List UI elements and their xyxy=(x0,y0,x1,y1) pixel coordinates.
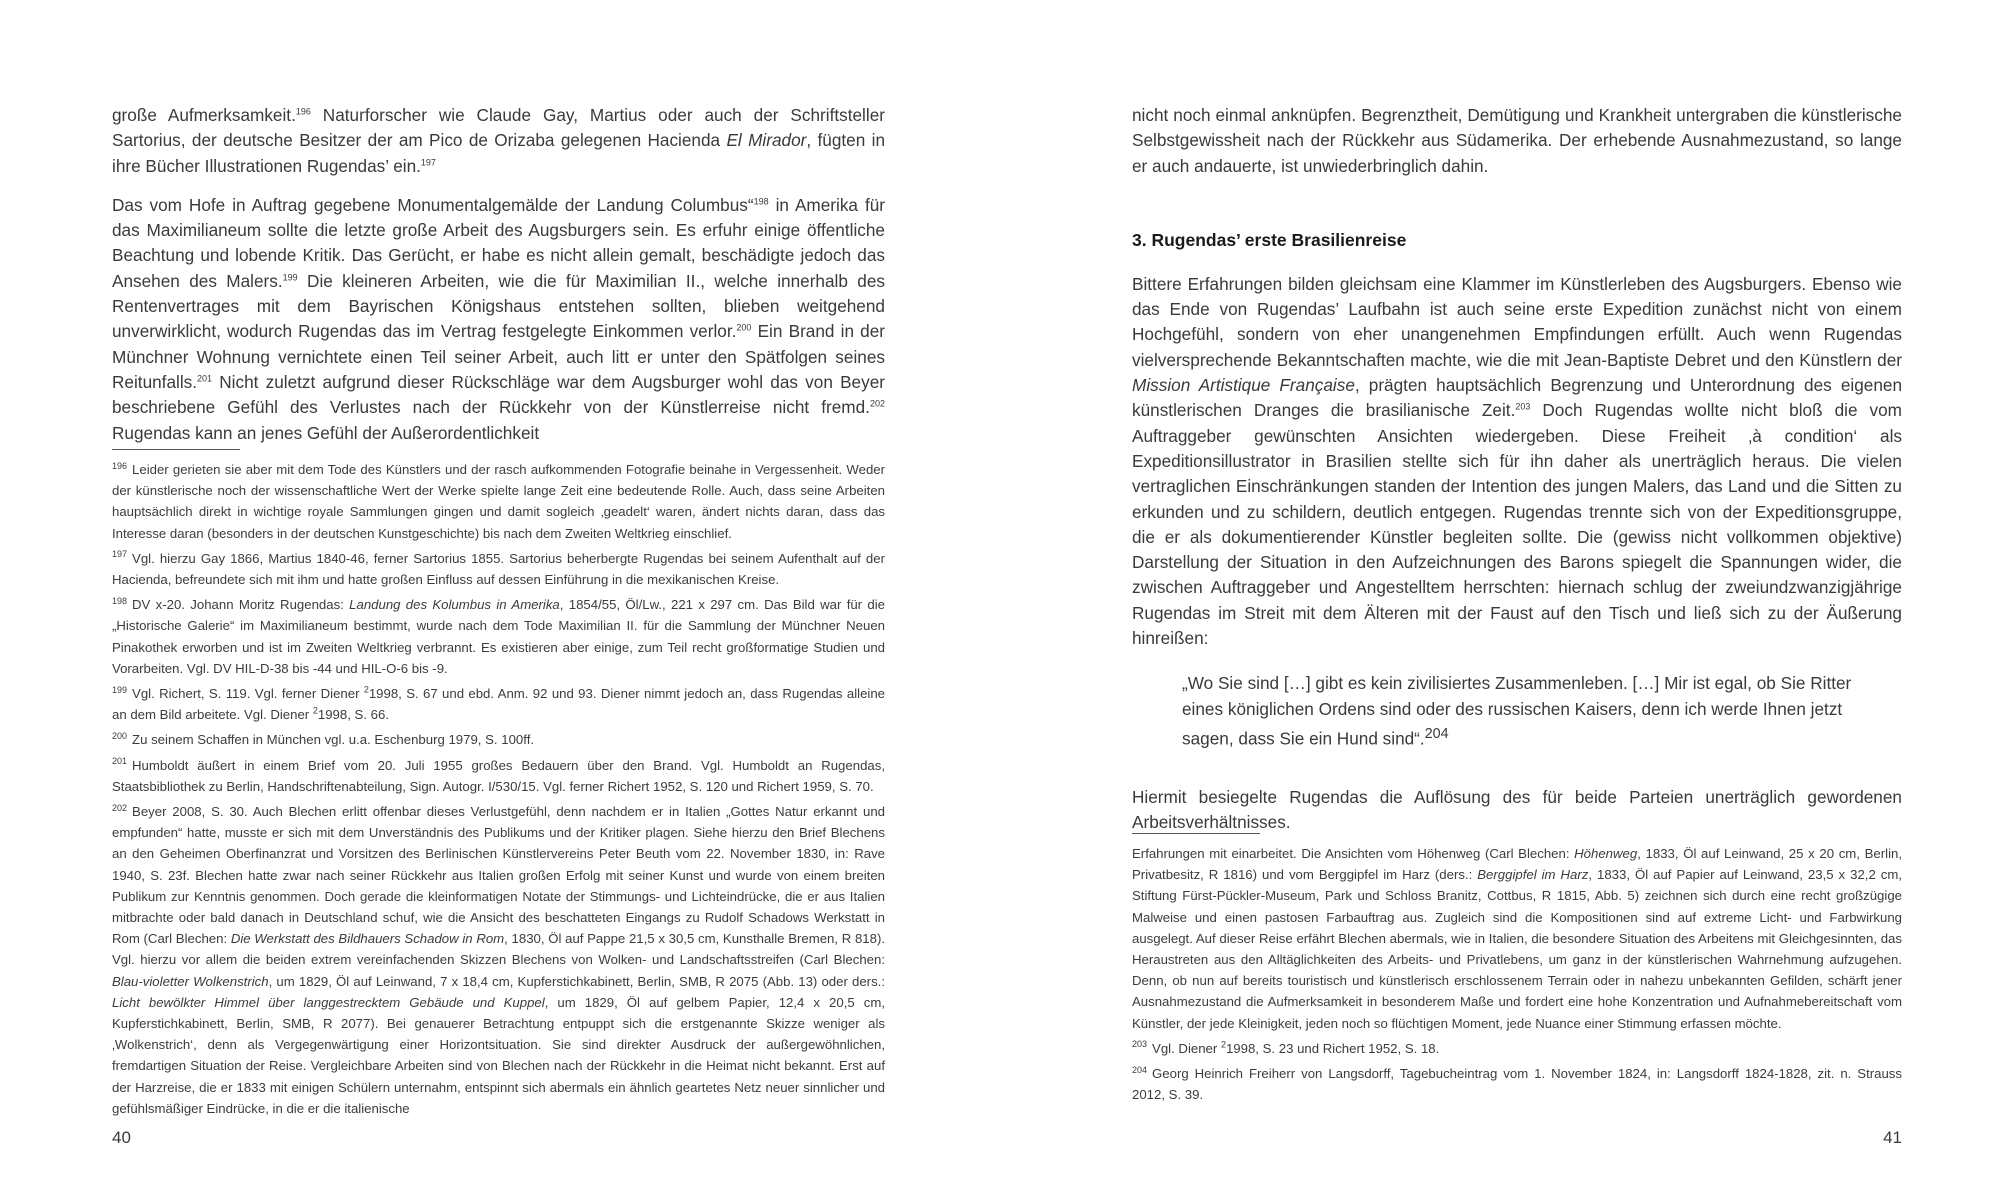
italic-text: Höhenweg xyxy=(1574,846,1638,861)
italic-text: Blau-violetter Wolkenstrich xyxy=(112,973,269,989)
footnote-201 xyxy=(112,755,885,797)
right-footnotes xyxy=(1132,833,1902,1109)
footnote-number: 196 xyxy=(112,460,128,471)
footnote-reference: 201 xyxy=(197,373,213,384)
footnote-reference: 204 xyxy=(1424,725,1449,742)
footnote-text: Georg Heinrich Freiherr von Langsdorff, Tagebucheintrag vom 1. November 1824, in: Langsdorff 1824-1828, zit. n. Strauss 2012, S. 39. xyxy=(1132,1066,1902,1103)
footnote-reference: 199 xyxy=(282,272,298,283)
footnote-204 xyxy=(1132,1063,1902,1105)
footnote-text: Humboldt äußert in einem Brief vom 20. Juli 1955 großes Bedauern über den Brand. Vgl. Humboldt an Rugendas, Staatsbibliothek zu Berlin, Handschriftenabteilung, Sign. Autogr. I/530/15. Vgl. ferner Richert 1952, S. 120 und Richert 1959, S. 70. xyxy=(112,757,885,794)
footnote-199 xyxy=(112,683,885,725)
footnote-text: Beyer 2008, S. 30. Auch Blechen erlitt offenbar dieses Verlustgefühl, denn nachdem er in Italien „Gottes Natur erkannt und empfunden“ hatte, musste er sich mit dem Unverständnis des Publikums und der Kritiker plagen. Siehe hierzu den Brief Blechens an den Geheimen Oberfinanzrat und Vorsitzen des Berlinischen Künstlervereins Peter Beuth vom 22. November 1830, in: Rave 1940, S. 23f. Blechen hatte zwar nach seiner Rückkehr aus Italien großen Erfolg mit seiner Kunst und wurde von einem breiten Publikum zur Kenntnis genommen. Doch gerade die kleinformatigen Notate der Stimmungs- und Lichteindrücke, die er aus Italien mitbrachte oder bald danach in Deutschland schuf, wie die Ansicht des beschatteten Eingangs zu Rudolf Schadows Werkstatt in Rom (Carl Blechen: Die Werkstatt des Bildhauers Schadow in Rom, 1830, Öl auf Pappe 21,5 x 30,5 cm, Kunsthalle Bremen, R 818). Vgl. hierzu vor allem die beiden extrem vereinfachenden Skizzen Blechens von Wolken- und Landschaftsstreifen (Carl Blechen: Blau-violetter Wolkenstrich, um 1829, Öl auf Leinwand, 7 x 18,4 cm, Kupferstichkabinett, Berlin, SMB, R 2075 (Abb. 13) oder ders.: Licht bewölkter Himmel über langgestrecktem Gebäude und Kuppel, um 1829, Öl auf gelbem Papier, 12,4 x 20,5 cm, Kupferstichkabinett, Berlin, SMB, R 2077). Bei genauerer Betrachtung entpuppt sich die erstgenannte Skizze weniger als ‚Wolkenstrich‘, denn als Vergegenwärtigung einer Horizontsituation. Sie sind direkter Ausdruck der außergewöhnlichen, fremdartigen Situation der Reise. Vergleichbare Arbeiten sind von Blechen nach der Rückkehr in die Heimat nicht bekannt. Erst auf der Harzreise, die er 1833 mit einigen Schülern unternahm, entspinnt sich abermals ein ähnlich geartetes Netz neuer sinnlicher und gefühlsmäßiger Eindrücke, in die er die italienische xyxy=(112,804,885,1116)
footnote-rule xyxy=(1132,833,1260,834)
italic-text: Landung des Kolumbus in Amerika xyxy=(349,597,560,613)
italic-text: El Mirador xyxy=(726,130,807,151)
right-page xyxy=(1132,0,1902,1200)
footnote-198 xyxy=(112,594,885,679)
left-page xyxy=(112,0,885,1200)
footnote-number: 203 xyxy=(1132,1039,1148,1050)
left-body-text xyxy=(112,103,885,460)
italic-text: Mission Artistique Française xyxy=(1132,375,1355,396)
page-number: 40 xyxy=(112,1128,131,1147)
footnote-number: 197 xyxy=(112,549,128,560)
footnote-text: Vgl. Diener $^2$1998, S. 23 und Richert 1952, S. 18. xyxy=(1152,1039,1440,1056)
paragraph: große Aufmerksamkeit.$^{196}$ Naturforscher wie Claude Gay, Martius oder auch der Schriftsteller Sartorius, der deutsche Besitzer der am Pico de Orizaba gelegenen Hacienda El Mirador, fügten in ihre Bücher Illustrationen Rugendas’ ein.$^{197}$ xyxy=(112,105,885,176)
footnote-196 xyxy=(112,459,885,544)
footnote-text: DV x-20. Johann Moritz Rugendas: Landung des Kolumbus in Amerika, 1854/55, Öl/Lw., 221 x 297 cm. Das Bild war für die „Historische Galerie“ im Maximilianeum bestimmt, wurde nach dem Tode Maximilian II. für die Sammlung der Münchner Neuen Pinakothek erworben und ist im Zweiten Weltkrieg verbrannt. Es existieren aber einige, zum Teil recht großformatige Studien und Vorarbeiten. Vgl. DV HIL-D-38 bis -44 und HIL-O-6 bis -9. xyxy=(112,597,885,676)
footnote-197 xyxy=(112,548,885,590)
footnote-number: 202 xyxy=(112,802,128,813)
footnote-reference: 2 xyxy=(312,705,318,716)
paragraph: Das vom Hofe in Auftrag gegebene Monumentalgemälde der Landung Columbus“$^{198}$ in Amerika für das Maximilianeum sollte die letzte große Arbeit des Augsburgers sein. Es erfuhr einige öffentliche Beachtung und lobende Kritik. Das Gerücht, er habe es nicht allein gemalt, beschädigte jedoch das Ansehen des Malers.$^{199}$ Die kleineren Arbeiten, wie die für Maximilian II., welche innerhalb des Rentenvertrages mit dem Bayrischen Königshaus entstehen sollten, blieben weitgehend unverwirklicht, wodurch Rugendas das im Vertrag festgelegte Einkommen verlor.$^{200}$ Ein Brand in der Münchner Wohnung vernichtete einen Teil seiner Arbeit, auch litt er unter den Spätfolgen seines Reitunfalls.$^{201}$ Nicht zuletzt aufgrund dieser Rückschläge war dem Augsburger wohl das von Beyer beschriebene Gefühl des Verlustes nach der Rückkehr von der Künstlerreise nicht fremd.$^{202}$ Rugendas kann an jenes Gefühl der Außerordentlichkeit xyxy=(112,194,886,443)
footnote-continuation: Erfahrungen mit einarbeitet. Die Ansichten vom Höhenweg (Carl Blechen: Höhenweg, 1833, Öl auf Leinwand, 25 x 20 cm, Berlin, Privatbesitz, R 1816) und vom Berggipfel im Harz (ders.: Berggipfel im Harz, 1833, Öl auf Papier auf Leinwand, 23,5 x 32,2 cm, Stiftung Fürst-Pückler-Museum, Park und Schloss Branitz, Cottbus, R 1815, Abb. 5) zeichnen sich durch eine recht großzügige Malweise und einen pastosen Farbauftrag aus. Zugleich sind die Kompositionen sind auf extreme Licht- und Farbwirkung ausgelegt. Auf dieser Reise erfährt Blechen abermals, wie in Italien, die besondere Situation des Arbeitens mit Gleichgesinnten, das Heraustreten aus den Alltäglichkeiten des Arbeits- und Privatlebens, um ganz in der künstlerischen Wahrnehmung aufzugehen. Denn, ob nun auf bereits touristisch und künstlerisch erschlossenem Terrain oder in nahezu unbekannten Gefilden, schärft jener Ausnahmezustand die Aufmerksamkeit in besonderem Maße und fordert eine hohe Konzentration und Aufnahmebereitschaft vom Künstler, der jede Kleinigkeit, jeden noch so flüchtigen Moment, jede Nuance einer Stimmung erfassen möchte. xyxy=(1132,846,1903,1031)
right-body-text xyxy=(1132,103,1902,850)
footnote-reference: 198 xyxy=(753,196,769,207)
footnote-203 xyxy=(1132,1038,1902,1059)
italic-text: Die Werkstatt des Bildhauers Schadow in Rom xyxy=(230,931,505,947)
paragraph: Hiermit besiegelte Rugendas die Auflösung des für beide Parteien unerträglich gewordenen Arbeitsverhältnisses. xyxy=(1132,786,1902,833)
italic-text: Berggipfel im Harz xyxy=(1477,867,1589,883)
footnote-number: 198 xyxy=(112,595,128,606)
footnote-number: 200 xyxy=(112,731,128,742)
footnote-number: 201 xyxy=(112,756,128,767)
paragraph: Bittere Erfahrungen bilden gleichsam eine Klammer im Künstlerleben des Augsburgers. Ebenso wie das Ende von Rugendas’ Laufbahn ist auch seine erste Expedition zunächst nicht von einem Hochgefühl, sondern von eher unangenehmen Empfindungen erfüllt. Auch wenn Rugendas vielversprechende Bekanntschaften machte, wie die mit Jean-Baptiste Debret und den Künstlern der Mission Artistique Française, prägten hauptsächlich Begrenzung und Unterordnung des eigenen künstlerischen Dranges die brasilianische Zeit.$^{203}$ Doch Rugendas wollte nicht bloß die vom Auftraggeber gewünschten Ansichten wiedergeben. Diese Freiheit ‚à condition‘ als Expeditionsillustrator in Brasilien stellte sich für ihn daher als unerträglich heraus. Die vielen vertraglichen Einschränkungen standen der Intention des jungen Malers, das Land und die Sitten zu erkunden und zu schildern, deutlich entgegen. Rugendas trennte sich von der Expeditionsgruppe, die er als dokumentierender Künstler begleiten sollte. Die (gewiss nicht vollkommen objektive) Darstellung der Situation in den Aufzeichnungen des Barons spiegelt die Spannungen wider, die zwischen Auftraggeber und Angestelltem herrschten: hiernach schlug der zweiundzwanzigjährige Rugendas im Streit mit dem Älteren mit der Faust auf den Tisch und ließ sich zu der Äußerung hinreißen: xyxy=(1132,273,1903,649)
footnote-rule xyxy=(112,449,240,450)
left-footnotes xyxy=(112,449,885,1123)
footnote-200 xyxy=(112,729,885,750)
page-number: 41 xyxy=(1883,1128,1902,1147)
block-quote: „Wo Sie sind […] gibt es kein zivilisiertes Zusammenleben. […] Mir ist egal, ob Sie Ritter eines königlichen Ordens sind oder des russischen Kaisers, denn ich werde Ihnen jetzt sagen, dass Sie ein Hund sind“.$^{204}$ xyxy=(1182,673,1852,749)
footnote-reference: 202 xyxy=(869,398,885,409)
italic-text: Licht bewölkter Himmel über langgestrecktem Gebäude und Kuppel xyxy=(112,994,545,1010)
section-heading: 3. Rugendas’ erste Brasilienreise xyxy=(1132,229,1407,250)
footnote-reference: 197 xyxy=(420,156,436,167)
paragraph: nicht noch einmal anknüpfen. Begrenztheit, Demütigung und Krankheit untergraben die künstlerische Selbstgewissheit nach der Rückkehr aus Südamerika. Der erhebende Ausnahmezustand, so lange er auch andauerte, ist unwiederbringlich dahin. xyxy=(1132,105,1902,176)
footnote-202 xyxy=(112,801,885,1119)
footnote-number: 199 xyxy=(112,684,128,695)
footnote-reference: 2 xyxy=(363,684,369,695)
footnote-text: Zu seinem Schaffen in München vgl. u.a. Eschenburg 1979, S. 100ff. xyxy=(132,732,535,748)
footnote-reference: 200 xyxy=(736,322,752,333)
footnote-text: Vgl. hierzu Gay 1866, Martius 1840-46, ferner Sartorius 1855. Sartorius beherbergte Rugendas bei seinem Aufenthalt auf der Hacienda, befreundete sich mit ihm und hatte großen Einfluss auf dessen Einführung in die mexikanischen Kreise. xyxy=(112,550,885,588)
footnote-text: Vgl. Richert, S. 119. Vgl. ferner Diener $^2$1998, S. 67 und ebd. Anm. 92 und 93. Diener nimmt jedoch an, dass Rugendas alleine an dem Bild arbeitete. Vgl. Diener $^2$1998, S. 66. xyxy=(112,684,886,723)
footnote-reference: 196 xyxy=(295,106,311,117)
footnote-number: 204 xyxy=(1132,1064,1148,1075)
footnote-reference: 203 xyxy=(1515,401,1531,412)
footnote-reference: 2 xyxy=(1220,1039,1226,1050)
footnote-text: Leider gerieten sie aber mit dem Tode des Künstlers und der rasch aufkommenden Fotografie beinahe in Vergessenheit. Weder der künstlerische noch der wissenschaftliche Wert der Werke spielte lange Zeit eine bedeutende Rolle. Auch, dass seine Arbeiten hauptsächlich direkt in wichtige royale Sammlungen gingen und damit sogleich ‚geadelt‘ waren, ändert nichts daran, dass das Interesse daran (besonders in der deutschen Kunstgeschichte) bis nach dem Zweiten Weltkrieg einschlief. xyxy=(112,462,885,541)
